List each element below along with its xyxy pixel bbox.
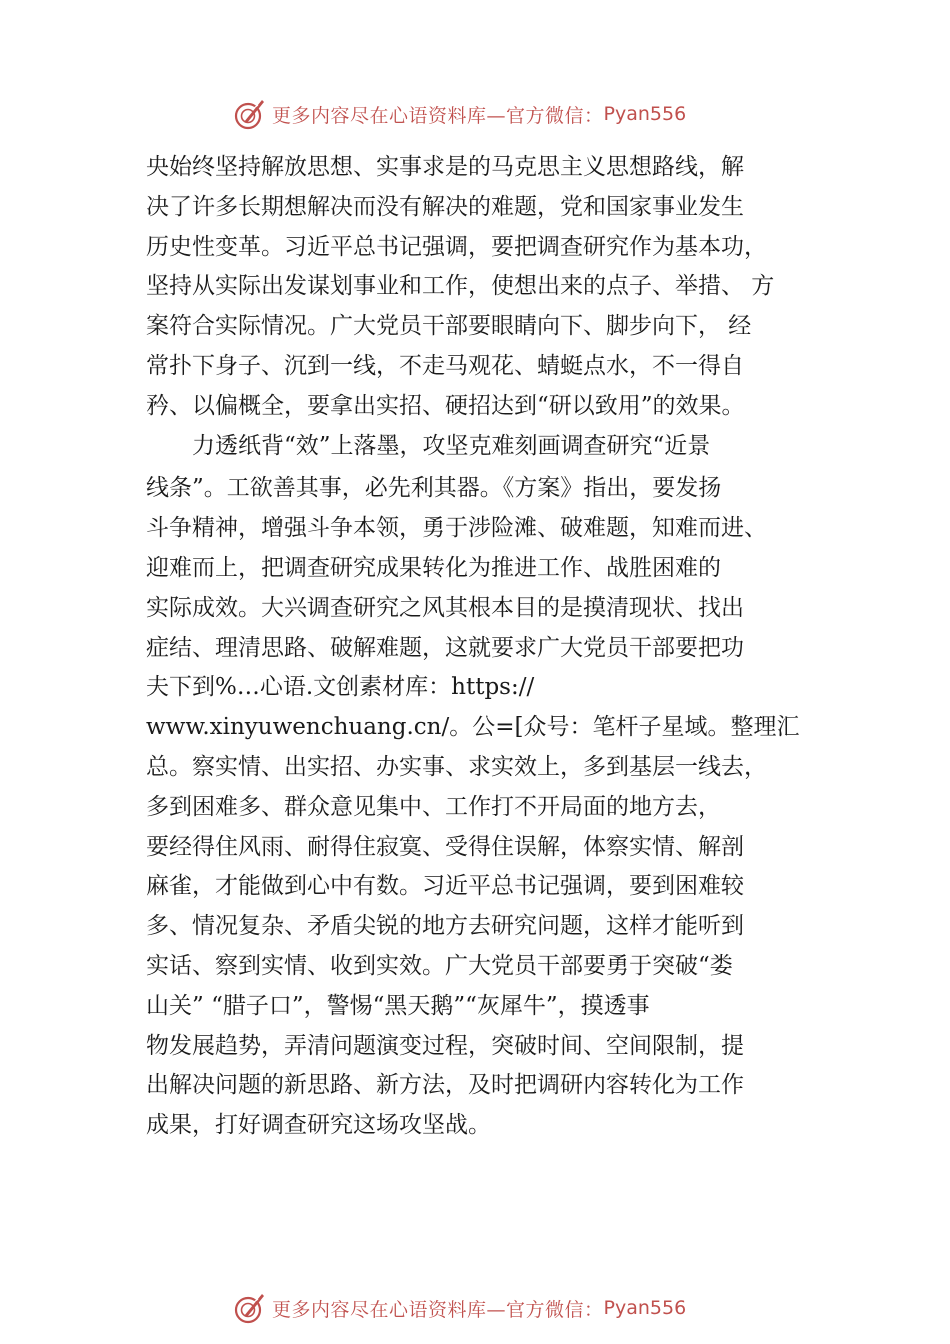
- body-line: 斗争精神，增强斗争本领，勇于涉险滩、破难题，知难而进、: [146, 515, 767, 542]
- body-line: 麻雀，才能做到心中有数。习近平总书记强调，要到困难较: [146, 873, 744, 900]
- body-line: 常扑下身子、沉到一线，不走马观花、蜻蜓点水，不一得自: [146, 352, 744, 379]
- body-line: 矜、以偏概全，要拿出实招、硬招达到“研以致用”的效果。: [146, 392, 745, 419]
- body-line: 出解决问题的新思路、新方法，及时把调研内容转化为工作: [146, 1072, 744, 1099]
- body-line: 症结、理清思路、破解难题，这就要求广大党员干部要把功: [146, 634, 744, 661]
- footer-promo-text: 更多内容尽在心语资料库—官方微信：: [272, 1298, 604, 1321]
- body-line: 决了许多长期想解决而没有解决的难题，党和国家事业发生: [146, 193, 744, 220]
- header-banner: [232, 96, 686, 132]
- body-line: 央始终坚持解放思想、实事求是的马克思主义思想路线，解: [146, 154, 744, 180]
- body-line: 总。察实情、出实招、办实事、求实效上，多到基层一线去，: [146, 753, 767, 780]
- body-line: 物发展趋势，弄清问题演变过程，突破时间、空间限制，提: [146, 1032, 744, 1059]
- body-line: 实际成效。大兴调查研究之风其根本目的是摸清现状、找出: [146, 594, 744, 621]
- body-line: 多到困难多、群众意见集中、工作打不开局面的地方去，: [146, 793, 721, 820]
- body-line: 力透纸背“效”上落墨，攻坚克难刻画调查研究“近景: [146, 432, 711, 459]
- quill-pen-logo-icon: [232, 1290, 268, 1326]
- quill-pen-logo-icon: [232, 96, 268, 132]
- body-line: 山关” “腊子口”，警惕“黑天鹅”“灰犀牛”，摸透事: [146, 992, 650, 1019]
- header-wechat-id: Pyan556: [603, 103, 687, 125]
- body-line: 迎难而上，把调查研究成果转化为推进工作、战胜困难的: [146, 554, 721, 581]
- document-body: [146, 148, 826, 1146]
- body-line: 历史性变革。习近平总书记强调，要把调查研究作为基本功，: [146, 233, 767, 260]
- body-line: www.xinyuwenchuang.cn/。公=[众号：笔杆子星域。整理汇: [146, 714, 800, 741]
- body-line: 夫下到%…心语.文创素材库：https://: [146, 674, 535, 701]
- footer-wechat-id: Pyan556: [603, 1297, 687, 1319]
- footer-banner: [232, 1290, 686, 1326]
- body-line: 坚持从实际出发谋划事业和工作，使想出来的点子、举措、 方: [146, 273, 775, 300]
- body-line: 成果，打好调查研究这场攻坚战。: [146, 1112, 491, 1139]
- body-line: 多、情况复杂、矛盾尖锐的地方去研究问题，这样才能听到: [146, 913, 744, 940]
- body-line: 实话、察到实情、收到实效。广大党员干部要勇于突破“娄: [146, 952, 733, 979]
- body-line: 要经得住风雨、耐得住寂寞、受得住误解，体察实情、解剖: [146, 833, 744, 860]
- body-line: 案符合实际情况。广大党员干部要眼睛向下、脚步向下， 经: [146, 313, 752, 340]
- body-line: 线条”。工欲善其事，必先利其器。《方案》指出，要发扬: [146, 475, 722, 502]
- header-promo-text: 更多内容尽在心语资料库—官方微信：: [272, 104, 604, 127]
